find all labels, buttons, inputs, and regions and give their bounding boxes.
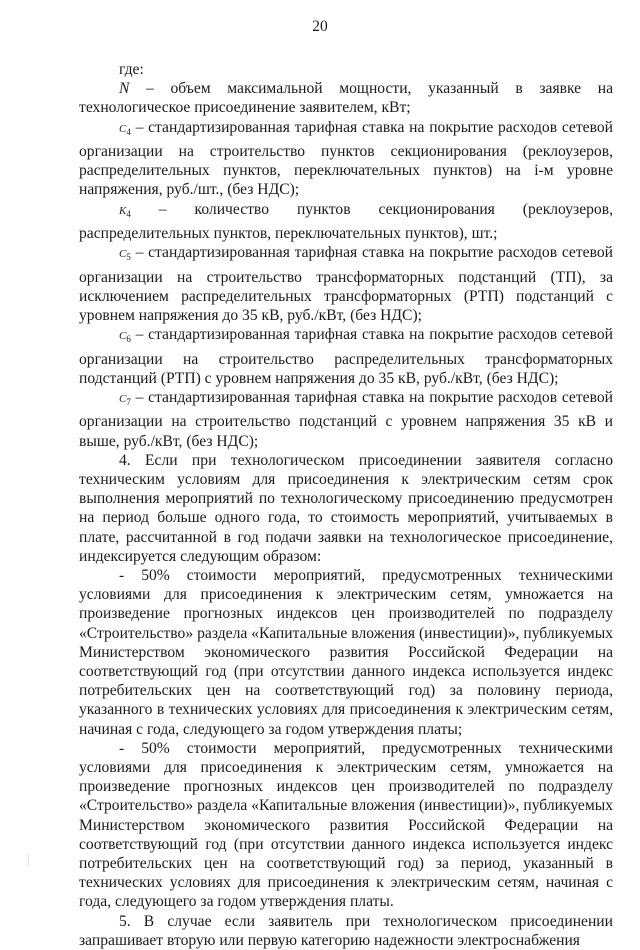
variable-c6-subscript: 6 [126, 334, 131, 345]
bullet-2: - 50% стоимости мероприятий, предусмотренных техническими условиями для присоединения к электрическим сетям, умножается на произведение прогнозных индексов цен производителей по подразделу «Строительство» раздела «Капитальные вложения (инвестиции)», публикуемых Министерством экономического развития Российской Федерации на соответствующий год (при отсутствии данного индекса используется индекс потребительских цен на соответствующий год) за период, указанный в технических условиях для присоединения к электрическим сетям, начиная с года, следующего за годом утверждения платы. [79, 739, 613, 911]
margin-mark [28, 855, 32, 865]
variable-k4 [119, 205, 131, 217]
page-number: 20 [312, 18, 328, 35]
definition-c4 [79, 118, 613, 200]
paragraph-4: 4. Если при технологическом присоединении заявителя согласно техническим условиям для присоединения к электрическим сетям срок выполнения мероприятий по технологическому присоединению предусмотрен на период больше одного года, то стоимость мероприятий, учитываемых в плате, рассчитанной в год подачи заявки на технологическое присоединение, индексируется следующим образом: [79, 451, 613, 565]
definition-n [79, 79, 613, 117]
variable-k4-subscript: 4 [126, 208, 131, 219]
definition-k4-text: – количество пунктов секционирования (реклоузеров, распределительных пунктов, переключательных пунктов), шт.; [79, 200, 613, 242]
variable-c7-letter: C [119, 393, 127, 405]
variable-c5 [119, 248, 131, 263]
definition-c5-text: – стандартизированная тарифная ставка на покрытие расходов сетевой организации на строительство трансформаторных подстанций (ТП), за исключением распределительных трансформаторных (РТП) подстанций с уровнем напряжения до 35 кВ, руб./кВт, (без НДС); [79, 244, 613, 324]
where-label: где: [119, 61, 144, 78]
document-body [79, 60, 613, 950]
paragraph-5: 5. В случае если заявитель при технологическом присоединении запрашивает вторую или первую категорию надежности электроснабжения [79, 912, 613, 949]
variable-c7 [119, 393, 131, 408]
definition-k4 [79, 200, 613, 244]
variable-k4-letter: K [119, 204, 127, 217]
variable-c6-letter: C [119, 330, 127, 343]
variable-c4-subscript: 4 [126, 126, 131, 137]
variable-c5-subscript: 5 [126, 252, 131, 263]
definition-c6-text: – стандартизированная тарифная ставка на покрытие расходов сетевой организации на строительство распределительных трансформаторных подстанций (РТП) с уровнем напряжения до 35 кВ, руб./кВт, (без НДС); [79, 326, 613, 387]
definition-n-text: – объем максимальной мощности, указанный в заявке на технологическое присоединение заявителем, кВт; [79, 80, 613, 117]
definition-c7 [79, 388, 613, 451]
variable-c4-letter: C [119, 122, 127, 135]
bullet-1: - 50% стоимости мероприятий, предусмотренных техническими условиями для присоединения к электрическим сетям, умножается на произведение прогнозных индексов цен производителей по подразделу «Строительство» раздела «Капитальные вложения (инвестиции)», публикуемых Министерством экономического развития Российской Федерации на соответствующий год (при отсутствии данного индекса используется индекс потребительских цен на соответствующий год) за половину периода, указанного в технических условиях для присоединения к электрическим сетям, начиная с года, следующего за годом утверждения платы; [79, 567, 613, 738]
definition-c5 [79, 243, 613, 325]
variable-c6 [119, 330, 131, 345]
definition-c7-text: – стандартизированная тарифная ставка на покрытие расходов сетевой организации на строительство подстанций с уровнем напряжения 35 кВ и выше, руб./кВт, (без НДС); [79, 389, 613, 450]
variable-c4 [119, 123, 131, 135]
definition-c4-text: – стандартизированная тарифная ставка на покрытие расходов сетевой организации на строительство пунктов секционирования (реклоузеров, распределительных пунктов, переключательных пунктов) на i-м уровне напряжения, руб./шт., (без НДС); [79, 118, 613, 199]
definition-c6 [79, 325, 613, 388]
variable-c5-letter: C [119, 248, 127, 261]
variable-c7-subscript: 7 [126, 397, 131, 408]
variable-n: N [119, 80, 130, 98]
